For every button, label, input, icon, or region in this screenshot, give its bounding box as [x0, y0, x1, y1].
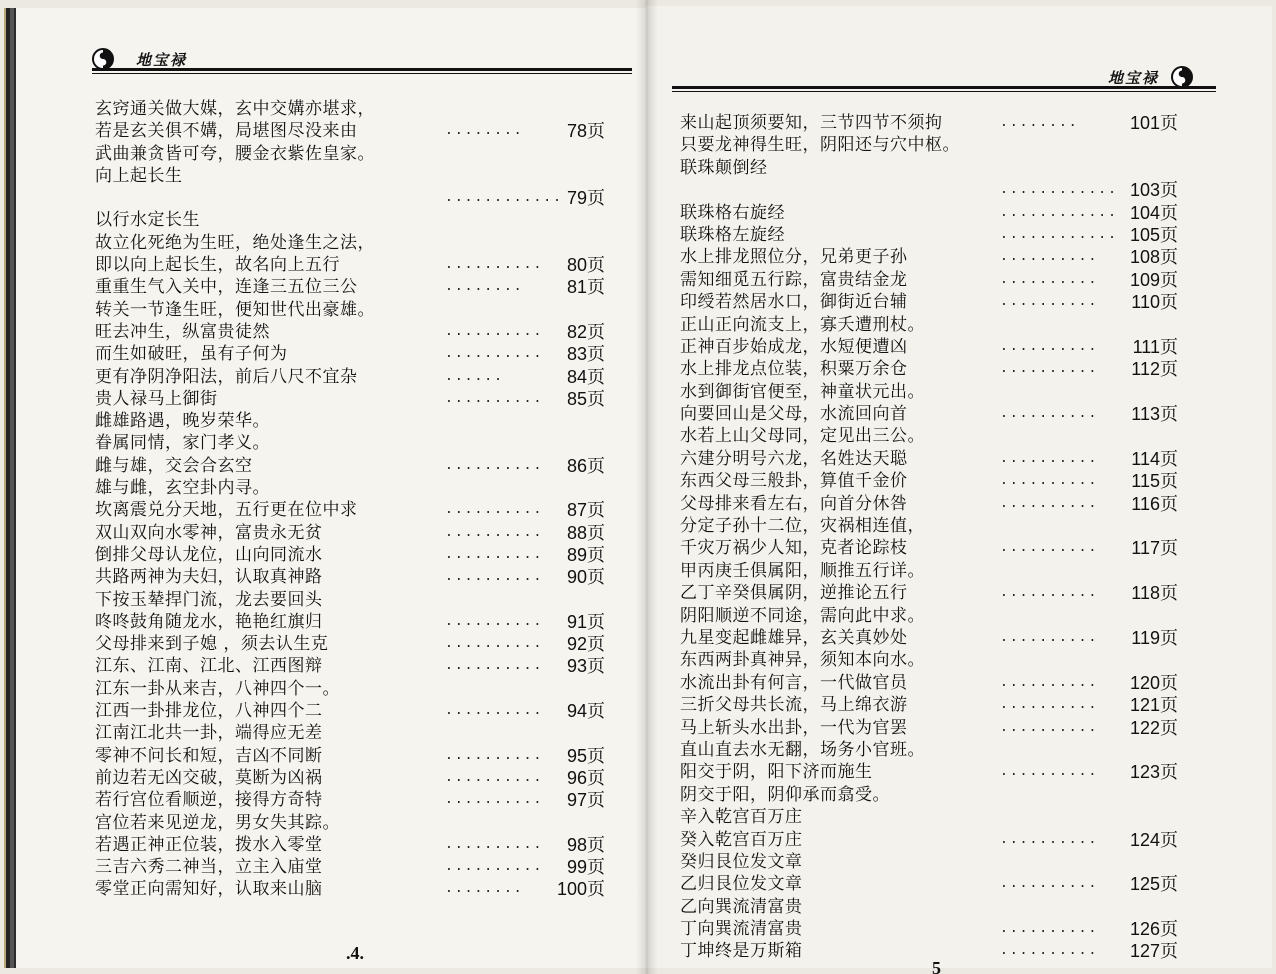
- toc-entry: [95, 878, 605, 900]
- toc-leader-dots: ..........: [1000, 294, 1099, 310]
- toc-entry: [680, 582, 1178, 604]
- toc-page-number: 109页: [1129, 269, 1178, 290]
- left-header-title: 地宝禄: [136, 50, 188, 69]
- toc-entry-text: 三折父母共长流，马上绵衣游: [680, 695, 908, 716]
- toc-entry: [680, 605, 1166, 627]
- toc-page-number: 84页: [566, 366, 605, 387]
- toc-leader-dots: ........: [1000, 115, 1079, 130]
- toc-entry-text: 下按玉辇捍门流，龙去要回头: [95, 589, 323, 610]
- toc-leader-dots: ..........: [445, 613, 544, 629]
- toc-page-number: 108页: [1129, 247, 1178, 268]
- toc-entry: [95, 611, 605, 633]
- toc-leader-dots: ..........: [1000, 831, 1099, 847]
- toc-page-number: 115页: [1131, 471, 1178, 492]
- toc-entry: [95, 834, 605, 856]
- toc-entry-text: 旺去冲生，纵富贵徒然: [95, 321, 270, 342]
- toc-leader-dots: ..........: [445, 836, 544, 852]
- toc-entry: [95, 299, 595, 321]
- toc-entry-text: 倒排父母认龙位，山向同流水: [95, 544, 323, 565]
- toc-entry: [680, 537, 1178, 559]
- toc-page-number: 92页: [566, 634, 605, 655]
- toc-entry-text: 六建分明号六龙，名姓达天聪: [680, 448, 908, 469]
- toc-leader-dots: ..........: [1000, 764, 1099, 780]
- toc-page-number: 100页: [556, 879, 605, 900]
- toc-page-number: 99页: [566, 857, 605, 878]
- toc-entry-text: 正神百步始成龙，水短便遭凶: [680, 336, 908, 357]
- toc-leader-dots: ..........: [445, 457, 544, 473]
- toc-entry: [95, 767, 605, 789]
- toc-leader-dots: ........: [445, 123, 524, 139]
- toc-leader-dots: ..........: [1000, 406, 1099, 422]
- toc-entry: [680, 134, 1166, 156]
- toc-entry: [95, 477, 595, 499]
- toc-entry-text: 共路两神为夫妇，认取真神路: [95, 567, 323, 588]
- toc-entry: [95, 388, 605, 410]
- toc-leader-dots: ........: [445, 881, 524, 897]
- toc-entry: [680, 694, 1178, 716]
- right-header-rule: [672, 86, 1216, 89]
- toc-entry-text: 阴阳顺逆不同途，需向此中求。: [680, 605, 925, 626]
- toc-entry-text: 三吉六秀二神当，立主入庙堂: [95, 857, 323, 878]
- toc-leader-dots: ..........: [445, 524, 544, 540]
- toc-entry-text: 水上排龙照位分，兄弟更子孙: [680, 247, 908, 268]
- toc-entry-text: 水到御街官便至，神童状元出。: [680, 381, 925, 402]
- toc-page-number: 114页: [1131, 448, 1178, 469]
- toc-entry: [680, 224, 1178, 246]
- toc-entry-text: 丁坤终是万斯箱: [680, 941, 803, 962]
- toc-entry-text: 眷属同情，家门孝义。: [95, 433, 270, 454]
- toc-entry: [680, 918, 1178, 940]
- toc-entry: [680, 784, 1166, 806]
- toc-entry-text: 辛入乾宫百万庄: [680, 807, 803, 828]
- right-header-rule-thin: [672, 91, 1216, 92]
- toc-entry-text: 贵人禄马上御街: [95, 388, 218, 409]
- toc-entry-text: 若行宫位看顺逆，接得方奇特: [95, 790, 323, 811]
- toc-page-number: 87页: [566, 500, 605, 521]
- toc-page-number: 89页: [566, 544, 605, 565]
- toc-leader-dots: ..........: [1000, 719, 1099, 735]
- toc-entry: [95, 432, 595, 454]
- toc-entry: [95, 522, 605, 544]
- toc-entry-text: 水若上山父母同，定见出三公。: [680, 426, 925, 447]
- toc-entry-text: 正山正向流支上，寡夭遭刑杖。: [680, 314, 925, 335]
- toc-entry: [95, 700, 605, 722]
- toc-entry-text: 水流出卦有何言，一代做官员: [680, 672, 908, 693]
- toc-entry: [95, 633, 605, 655]
- toc-page-number: 91页: [566, 611, 605, 632]
- toc-entry: [95, 455, 605, 477]
- toc-entry: [680, 627, 1178, 649]
- toc-entry-text: 乙向巽流清富贵: [680, 896, 803, 917]
- toc-entry: [680, 470, 1178, 492]
- toc-entry-text: 以行水定长生: [95, 210, 200, 231]
- left-header-rule: [92, 68, 632, 71]
- toc-page-number: 122页: [1129, 717, 1178, 738]
- toc-entry: [95, 98, 595, 120]
- toc-entry: [680, 425, 1166, 447]
- toc-entry: [95, 856, 605, 878]
- toc-entry-text: 故立化死绝为生旺，绝处逢生之法，: [95, 232, 375, 253]
- toc-leader-dots: ..........: [445, 390, 544, 406]
- toc-entry-text: 只要龙神得生旺，阴阳还与穴中枢。: [680, 135, 960, 156]
- toc-entry: [680, 336, 1178, 358]
- toc-entry-text: 东西父母三般卦，算值千金价: [680, 471, 908, 492]
- toc-entry: [680, 202, 1178, 224]
- toc-entry: [680, 179, 1178, 201]
- right-page-header: [1108, 66, 1193, 88]
- toc-leader-dots: ..........: [1000, 450, 1099, 466]
- toc-leader-dots: ..........: [445, 859, 544, 875]
- toc-entry: [95, 589, 595, 611]
- toc-page-number: 98页: [566, 834, 605, 855]
- toc-leader-dots: ......: [445, 368, 504, 384]
- toc-entry: [95, 321, 605, 343]
- toc-page-number: 103页: [1129, 180, 1178, 201]
- toc-page-number: 93页: [566, 656, 605, 677]
- toc-page-number: 96页: [566, 767, 605, 788]
- toc-page-number: 113页: [1131, 404, 1178, 425]
- toc-entry-text: 水上排龙点位装，积粟万余仓: [680, 359, 908, 380]
- toc-entry-text: 若是玄关俱不媾，局堪图尽没来由: [95, 121, 358, 142]
- toc-leader-dots: ..........: [445, 747, 544, 763]
- toc-leader-dots: ..........: [445, 257, 544, 273]
- toc-entry: [95, 722, 595, 744]
- toc-page-number: 110页: [1131, 292, 1178, 313]
- toc-leader-dots: ..........: [445, 769, 544, 785]
- toc-entry-text: 联珠格右旋经: [680, 202, 785, 223]
- toc-entry: [95, 366, 605, 388]
- left-page-number: .4.: [346, 943, 364, 963]
- toc-entry: [95, 187, 605, 209]
- left-toc-list: [95, 98, 605, 901]
- toc-leader-dots: ..........: [445, 792, 544, 808]
- left-header-rule-thin: [92, 73, 632, 74]
- toc-leader-dots: ..........: [1000, 629, 1099, 645]
- toc-entry: [680, 291, 1178, 313]
- toc-entry-text: 江南江北共一卦，端得应无差: [95, 723, 323, 744]
- right-page-number: 5: [932, 958, 941, 974]
- toc-entry-text: 阳交于阴，阳下济而施生: [680, 762, 873, 783]
- toc-page-number: 101页: [1129, 113, 1178, 133]
- toc-leader-dots: ..........: [445, 636, 544, 652]
- toc-entry-text: 丁向巽流清富贵: [680, 919, 803, 940]
- toc-entry: [680, 739, 1166, 761]
- toc-entry: [680, 381, 1166, 403]
- toc-entry-text: 坎离震兑分天地，五行更在位中求: [95, 500, 358, 521]
- toc-entry: [680, 672, 1178, 694]
- toc-entry: [95, 678, 595, 700]
- toc-entry: [95, 276, 605, 298]
- toc-entry-text: 需知细觅五行踪，富贵结金龙: [680, 269, 908, 290]
- toc-entry-text: 马上斩头水出卦，一代为官罢: [680, 717, 908, 738]
- toc-entry: [680, 717, 1178, 739]
- toc-entry-text: 父母排来到子媳 ，须去认生克: [95, 634, 329, 655]
- toc-entry: [680, 851, 1166, 873]
- toc-entry: [680, 157, 1166, 179]
- toc-page-number: 126页: [1129, 919, 1178, 940]
- toc-page-number: 123页: [1129, 762, 1178, 783]
- toc-page-number: 117页: [1131, 538, 1178, 559]
- toc-entry-text: 江东、江南、江北、江西图辩: [95, 656, 323, 677]
- toc-entry-text: 来山起顶须要知，三节四节不须拘: [680, 113, 943, 133]
- toc-entry: [95, 254, 605, 276]
- toc-page-number: 80页: [566, 255, 605, 276]
- toc-entry-text: 雌与雄，交会合玄空: [95, 455, 253, 476]
- toc-entry: [95, 789, 605, 811]
- toc-entry-text: 江东一卦从来吉，八神四个一。: [95, 678, 340, 699]
- toc-entry: [95, 143, 595, 165]
- toc-entry-text: 向要回山是父母，水流回向首: [680, 404, 908, 425]
- toc-entry-text: 联珠格左旋经: [680, 224, 785, 245]
- toc-entry: [95, 232, 595, 254]
- toc-entry-text: 联珠颠倒经: [680, 157, 768, 178]
- toc-leader-dots: ............: [1000, 182, 1118, 198]
- toc-leader-dots: ............: [1000, 204, 1118, 220]
- toc-page-number: 104页: [1129, 202, 1178, 223]
- toc-page-number: 127页: [1129, 941, 1178, 962]
- toc-entry-text: 咚咚鼓角随龙水，艳艳红旗归: [95, 611, 323, 632]
- toc-page-number: 85页: [566, 388, 605, 409]
- toc-leader-dots: ..........: [445, 569, 544, 585]
- toc-entry-text: 即以向上起长生，故名向上五行: [95, 255, 340, 276]
- toc-leader-dots: ..........: [1000, 495, 1099, 511]
- toc-entry-text: 千灾万祸少人知，克者论踪枝: [680, 538, 908, 559]
- toc-leader-dots: ..........: [445, 546, 544, 562]
- toc-entry-text: 东西两卦真神异，须知本向水。: [680, 650, 925, 671]
- toc-entry: [680, 560, 1166, 582]
- toc-entry: [95, 120, 605, 142]
- toc-entry: [680, 829, 1178, 851]
- toc-page-number: 121页: [1129, 695, 1178, 716]
- toc-page-number: 105页: [1129, 224, 1178, 245]
- toc-entry-text: 武曲兼贪皆可夸，腰金衣紫佐皇家。: [95, 143, 375, 164]
- toc-leader-dots: ..........: [1000, 921, 1099, 937]
- toc-entry-text: 九星变起雌雄异，玄关真妙处: [680, 627, 908, 648]
- toc-leader-dots: ..........: [445, 346, 544, 362]
- toc-entry: [680, 269, 1178, 291]
- toc-leader-dots: ..........: [1000, 361, 1099, 377]
- toc-entry: [95, 655, 605, 677]
- toc-entry: [95, 410, 595, 432]
- toc-entry-text: 雌雄路遇，晚岁荣华。: [95, 411, 270, 432]
- toc-leader-dots: ..........: [1000, 338, 1099, 354]
- toc-leader-dots: ..........: [1000, 876, 1099, 892]
- toc-leader-dots: ........: [445, 279, 524, 295]
- toc-entry-text: 雄与雌，玄空卦内寻。: [95, 478, 270, 499]
- toc-leader-dots: ..........: [445, 502, 544, 518]
- toc-page-number: 124页: [1129, 829, 1178, 850]
- toc-entry-text: 向上起长生: [95, 165, 183, 186]
- toc-entry: [680, 314, 1166, 336]
- toc-entry-text: 乙丁辛癸俱属阴，逆推论五行: [680, 583, 908, 604]
- toc-entry: [95, 165, 595, 187]
- toc-entry-text: 更有净阴净阳法，前后八尺不宜杂: [95, 366, 358, 387]
- toc-leader-dots: ..........: [1000, 473, 1099, 489]
- toc-page-number: 86页: [566, 455, 605, 476]
- toc-entry-text: 乙归艮位发文章: [680, 874, 803, 895]
- toc-entry: [680, 649, 1166, 671]
- toc-leader-dots: ..........: [1000, 943, 1099, 959]
- toc-entry: [680, 806, 1166, 828]
- toc-leader-dots: ..........: [1000, 249, 1099, 265]
- toc-entry-text: 前边若无凶交破，莫断为凶祸: [95, 767, 323, 788]
- toc-page-number: 94页: [566, 701, 605, 722]
- left-page-header: [92, 48, 187, 70]
- toc-page-number: 119页: [1131, 627, 1178, 648]
- toc-entry: [680, 896, 1166, 918]
- yin-yang-icon: [1171, 66, 1193, 88]
- toc-page-number: 111页: [1132, 336, 1178, 357]
- toc-page-number: 83页: [566, 344, 605, 365]
- toc-page-number: 95页: [566, 745, 605, 766]
- toc-leader-dots: ..........: [1000, 540, 1099, 556]
- toc-entry-text: 零神不问长和短，吉凶不同断: [95, 745, 323, 766]
- toc-leader-dots: ..........: [1000, 674, 1099, 690]
- toc-leader-dots: ..........: [445, 703, 544, 719]
- toc-page-number: 82页: [566, 321, 605, 342]
- toc-entry: [95, 812, 595, 834]
- toc-entry-text: 癸归艮位发文章: [680, 851, 803, 872]
- toc-entry-text: 父母排来看左右，向首分休咎: [680, 493, 908, 514]
- right-toc-list: [680, 112, 1178, 963]
- yin-yang-icon: [92, 48, 114, 70]
- toc-entry: [680, 515, 1166, 537]
- toc-entry: [680, 112, 1178, 134]
- book-gutter: [636, 0, 658, 974]
- toc-entry-text: 双山双向水零神，富贵永无贫: [95, 522, 323, 543]
- toc-entry-text: 重重生气入关中，连逢三五位三公: [95, 277, 358, 298]
- toc-leader-dots: ............: [445, 190, 563, 206]
- toc-leader-dots: ..........: [1000, 585, 1099, 601]
- toc-entry-text: 而生如破旺，虽有子何为: [95, 344, 288, 365]
- toc-page-number: 125页: [1129, 874, 1178, 895]
- toc-entry-text: 阴交于阳，阴仰承而翕受。: [680, 784, 890, 805]
- toc-leader-dots: ............: [1000, 226, 1118, 242]
- toc-leader-dots: ..........: [445, 658, 544, 674]
- toc-entry-text: 癸入乾宫百万庄: [680, 829, 803, 850]
- toc-entry: [680, 761, 1178, 783]
- toc-entry-text: 宫位若来见逆龙，男女失其踪。: [95, 812, 340, 833]
- toc-entry-text: 江西一卦排龙位，八神四个二: [95, 701, 323, 722]
- toc-entry-text: 若遇正神正位装，拨水入零堂: [95, 834, 323, 855]
- toc-entry: [95, 499, 605, 521]
- toc-page-number: 78页: [566, 121, 605, 142]
- toc-entry-text: 转关一节逢生旺，便知世代出豪雄。: [95, 299, 375, 320]
- toc-entry: [680, 358, 1178, 380]
- toc-entry: [680, 940, 1178, 962]
- toc-leader-dots: ..........: [445, 323, 544, 339]
- toc-entry: [680, 246, 1178, 268]
- toc-entry: [680, 403, 1178, 425]
- toc-entry-text: 甲丙庚壬俱属阳，顺推五行详。: [680, 560, 925, 581]
- toc-entry: [95, 343, 605, 365]
- toc-entry-text: 直山直去水无翻，场务小官班。: [680, 739, 925, 760]
- toc-entry-text: 印绶若然居水口，御街近台辅: [680, 292, 908, 313]
- toc-entry-text: 零堂正向需知好，认取来山脑: [95, 879, 323, 900]
- toc-page-number: 90页: [566, 567, 605, 588]
- toc-entry: [680, 873, 1178, 895]
- right-header-title: 地宝禄: [1108, 68, 1160, 87]
- toc-entry: [95, 544, 605, 566]
- toc-entry: [680, 493, 1178, 515]
- toc-page-number: 112页: [1131, 359, 1178, 380]
- toc-entry: [680, 448, 1178, 470]
- toc-entry: [95, 745, 605, 767]
- toc-page-number: 88页: [566, 522, 605, 543]
- toc-page-number: 79页: [566, 188, 605, 209]
- toc-entry-text: 分定子孙十二位，灾祸相连值，: [680, 516, 925, 537]
- toc-page-number: 118页: [1131, 583, 1178, 604]
- toc-page-number: 116页: [1131, 493, 1178, 514]
- toc-leader-dots: ..........: [1000, 697, 1099, 713]
- toc-entry: [95, 566, 605, 588]
- toc-leader-dots: ..........: [1000, 271, 1099, 287]
- toc-entry: [95, 209, 595, 231]
- toc-page-number: 97页: [566, 790, 605, 811]
- toc-entry-text: 玄窍通关做大媒，玄中交媾亦堪求，: [95, 99, 375, 119]
- toc-page-number: 120页: [1129, 672, 1178, 693]
- toc-page-number: 81页: [566, 277, 605, 298]
